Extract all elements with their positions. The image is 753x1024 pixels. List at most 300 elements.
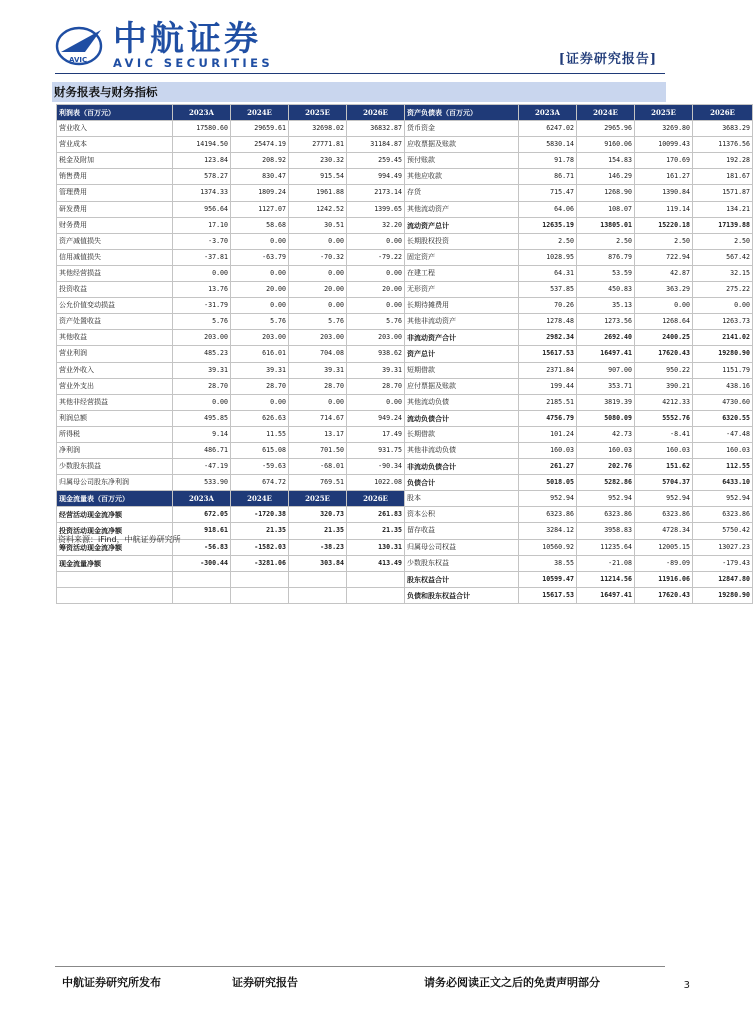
balance-year-header: 2024E: [577, 105, 635, 121]
income-row-value: 0.00: [289, 265, 347, 281]
balance-row-value: 17620.43: [635, 346, 693, 362]
income-row-value: -3.70: [173, 233, 231, 249]
balance-row-value: 438.16: [693, 378, 753, 394]
income-row-value: 485.23: [173, 346, 231, 362]
income-row-label: 少数股东损益: [57, 459, 173, 475]
balance-row-value: 537.85: [519, 282, 577, 298]
balance-row-value: 2.50: [693, 233, 753, 249]
balance-row-label: 非流动资产合计: [405, 330, 519, 346]
balance-year-header: 2025E: [635, 105, 693, 121]
balance-row-value: 199.44: [519, 378, 577, 394]
balance-row-value: 5552.76: [635, 410, 693, 426]
income-row-value: 20.00: [289, 282, 347, 298]
income-year-header: 2026E: [347, 105, 405, 121]
balance-year-header: 2026E: [693, 105, 753, 121]
balance-row-label: 流动负债合计: [405, 410, 519, 426]
cashflow-row-value: 21.35: [289, 523, 347, 539]
balance-row-value: 32.15: [693, 265, 753, 281]
table-row: [57, 346, 753, 362]
income-row-label: 营业利润: [57, 346, 173, 362]
table-row: [57, 394, 753, 410]
income-row-label: 营业外收入: [57, 362, 173, 378]
balance-row-value: 390.21: [635, 378, 693, 394]
cashflow-row-label: 筹资活动现金流净额: [57, 539, 173, 555]
balance-row-value: 1028.95: [519, 249, 577, 265]
balance-row-label: 资本公积: [405, 507, 519, 523]
balance-row-value: 1571.87: [693, 185, 753, 201]
balance-row-value: 35.13: [577, 298, 635, 314]
table-row: [57, 169, 753, 185]
income-row-value: 0.00: [347, 298, 405, 314]
balance-row-value: 6247.02: [519, 121, 577, 137]
balance-row-label: 货币资金: [405, 121, 519, 137]
table-row: [57, 185, 753, 201]
table-row: [57, 249, 753, 265]
income-row-label: 归属母公司股东净利润: [57, 475, 173, 491]
income-row-value: 1961.88: [289, 185, 347, 201]
income-row-value: 0.00: [231, 265, 289, 281]
balance-row-value: 2400.25: [635, 330, 693, 346]
cashflow-table-title: 现金流量表（百万元）: [57, 491, 173, 507]
empty-cell: [289, 587, 347, 603]
balance-table-title: 资产负债表（百万元）: [405, 105, 519, 121]
balance-row-value: 5282.86: [577, 475, 635, 491]
income-row-label: 净利润: [57, 442, 173, 458]
balance-row-value: 160.03: [577, 442, 635, 458]
income-row-value: -63.79: [231, 249, 289, 265]
balance-row-value: 9160.06: [577, 137, 635, 153]
balance-row-value: 134.21: [693, 201, 753, 217]
balance-row-value: 1268.90: [577, 185, 635, 201]
income-row-value: -90.34: [347, 459, 405, 475]
balance-row-value: 12847.80: [693, 571, 753, 587]
brand-name-en: AVIC SECURITIES: [113, 56, 274, 70]
balance-row-value: 363.29: [635, 282, 693, 298]
income-row-value: 58.68: [231, 217, 289, 233]
table-row: [57, 314, 753, 330]
income-row-value: 17.49: [347, 426, 405, 442]
income-row-value: 17.10: [173, 217, 231, 233]
balance-row-value: 12005.15: [635, 539, 693, 555]
income-row-value: 39.31: [231, 362, 289, 378]
section-title: 财务报表与财务指标: [52, 82, 666, 102]
balance-row-value: 11235.64: [577, 539, 635, 555]
cashflow-row-label: 经营活动现金流净额: [57, 507, 173, 523]
income-row-value: 994.49: [347, 169, 405, 185]
income-row-value: 20.00: [231, 282, 289, 298]
income-row-value: 0.00: [289, 233, 347, 249]
income-row-value: 13.76: [173, 282, 231, 298]
balance-row-value: 70.26: [519, 298, 577, 314]
balance-row-value: 0.00: [693, 298, 753, 314]
income-row-label: 财务费用: [57, 217, 173, 233]
brand-name-cn: 中航证券: [113, 19, 261, 59]
balance-row-value: 15220.18: [635, 217, 693, 233]
table-row: [57, 153, 753, 169]
balance-row-value: 161.27: [635, 169, 693, 185]
balance-row-label: 固定资产: [405, 249, 519, 265]
income-row-value: 32.20: [347, 217, 405, 233]
balance-row-value: 907.00: [577, 362, 635, 378]
table-row: [57, 571, 753, 587]
table-row: [57, 330, 753, 346]
balance-row-value: 5018.05: [519, 475, 577, 491]
balance-row-value: 16497.41: [577, 587, 635, 603]
balance-row-value: 2.50: [519, 233, 577, 249]
income-row-label: 资产处置收益: [57, 314, 173, 330]
balance-row-value: 2371.84: [519, 362, 577, 378]
empty-cell: [347, 571, 405, 587]
balance-row-label: 负债和股东权益合计: [405, 587, 519, 603]
balance-row-value: 4212.33: [635, 394, 693, 410]
balance-row-value: 6323.86: [635, 507, 693, 523]
balance-row-value: 952.94: [635, 491, 693, 507]
income-row-value: 230.32: [289, 153, 347, 169]
income-row-value: -68.01: [289, 459, 347, 475]
balance-row-label: 负债合计: [405, 475, 519, 491]
balance-row-value: 2.50: [577, 233, 635, 249]
empty-cell: [289, 571, 347, 587]
income-row-value: 938.62: [347, 346, 405, 362]
balance-row-value: -89.09: [635, 555, 693, 571]
income-row-value: 2173.14: [347, 185, 405, 201]
balance-row-label: 其他应收款: [405, 169, 519, 185]
footer-publisher: 中航证券研究所发布: [62, 976, 161, 989]
balance-row-value: 3819.39: [577, 394, 635, 410]
income-table-title: 利润表（百万元）: [57, 105, 173, 121]
income-row-value: 931.75: [347, 442, 405, 458]
balance-row-value: 450.83: [577, 282, 635, 298]
income-row-label: 信用减值损失: [57, 249, 173, 265]
balance-row-value: 6320.55: [693, 410, 753, 426]
balance-row-value: 275.22: [693, 282, 753, 298]
cashflow-row-value: 261.83: [347, 507, 405, 523]
balance-row-label: 股本: [405, 491, 519, 507]
balance-row-value: 16497.41: [577, 346, 635, 362]
income-row-value: 123.84: [173, 153, 231, 169]
balance-row-label: 其他流动资产: [405, 201, 519, 217]
balance-row-label: 应收票据及账款: [405, 137, 519, 153]
table-row: [57, 217, 753, 233]
income-row-label: 管理费用: [57, 185, 173, 201]
balance-row-value: 6323.86: [693, 507, 753, 523]
income-year-header: 2023A: [173, 105, 231, 121]
empty-cell: [173, 571, 231, 587]
balance-row-label: 长期借款: [405, 426, 519, 442]
balance-row-value: 42.87: [635, 265, 693, 281]
cashflow-row-value: 21.35: [347, 523, 405, 539]
income-row-value: 674.72: [231, 475, 289, 491]
income-row-value: 533.90: [173, 475, 231, 491]
income-row-value: -47.19: [173, 459, 231, 475]
income-row-value: 495.85: [173, 410, 231, 426]
balance-row-value: 12635.19: [519, 217, 577, 233]
income-row-value: 956.64: [173, 201, 231, 217]
table-row: [57, 265, 753, 281]
income-row-value: 1374.33: [173, 185, 231, 201]
balance-row-value: 91.78: [519, 153, 577, 169]
balance-row-value: 952.94: [519, 491, 577, 507]
balance-row-value: 42.73: [577, 426, 635, 442]
income-row-value: 0.00: [231, 394, 289, 410]
income-row-value: 1399.65: [347, 201, 405, 217]
balance-row-value: 160.03: [635, 442, 693, 458]
balance-row-value: 6433.10: [693, 475, 753, 491]
income-row-value: -70.32: [289, 249, 347, 265]
avic-logo-icon: [55, 22, 107, 66]
balance-row-value: 2141.02: [693, 330, 753, 346]
balance-row-value: 38.55: [519, 555, 577, 571]
empty-cell: [57, 571, 173, 587]
income-row-label: 其他经营损益: [57, 265, 173, 281]
table-row: [57, 459, 753, 475]
balance-row-value: 10560.92: [519, 539, 577, 555]
income-row-value: 17580.60: [173, 121, 231, 137]
income-row-label: 税金及附加: [57, 153, 173, 169]
income-row-value: -37.81: [173, 249, 231, 265]
income-row-value: 0.00: [347, 394, 405, 410]
footer-disclaimer: 请务必阅读正文之后的免责声明部分: [424, 976, 600, 989]
income-row-label: 营业收入: [57, 121, 173, 137]
balance-row-value: 11214.56: [577, 571, 635, 587]
balance-row-value: 5750.42: [693, 523, 753, 539]
balance-row-label: 在建工程: [405, 265, 519, 281]
income-row-value: 701.50: [289, 442, 347, 458]
balance-row-value: 17620.43: [635, 587, 693, 603]
cashflow-row-value: 672.05: [173, 507, 231, 523]
balance-row-value: 1151.79: [693, 362, 753, 378]
income-row-value: 20.00: [347, 282, 405, 298]
income-row-value: -79.22: [347, 249, 405, 265]
income-row-label: 其他收益: [57, 330, 173, 346]
income-row-value: 0.00: [173, 265, 231, 281]
balance-row-value: 3958.83: [577, 523, 635, 539]
balance-row-value: 4728.34: [635, 523, 693, 539]
income-row-value: 9.14: [173, 426, 231, 442]
income-row-label: 利润总额: [57, 410, 173, 426]
balance-row-value: 567.42: [693, 249, 753, 265]
table-row: [57, 282, 753, 298]
table-row: [57, 137, 753, 153]
income-row-value: 39.31: [289, 362, 347, 378]
income-row-label: 资产减值损失: [57, 233, 173, 249]
balance-row-value: 353.71: [577, 378, 635, 394]
table-row: [57, 410, 753, 426]
balance-year-header: 2023A: [519, 105, 577, 121]
cashflow-row-label: 现金流量净额: [57, 555, 173, 571]
balance-row-value: 6323.86: [519, 507, 577, 523]
cashflow-year-header: 2025E: [289, 491, 347, 507]
table-row: [57, 298, 753, 314]
balance-row-label: 其他非流动资产: [405, 314, 519, 330]
balance-row-value: 1263.73: [693, 314, 753, 330]
balance-row-value: 15617.53: [519, 346, 577, 362]
income-row-value: 0.00: [289, 394, 347, 410]
income-row-value: 714.67: [289, 410, 347, 426]
table-row: [57, 121, 753, 137]
table-row: [57, 426, 753, 442]
financial-table-body: [57, 105, 753, 604]
balance-row-value: 4756.79: [519, 410, 577, 426]
balance-row-value: 64.31: [519, 265, 577, 281]
balance-row-value: 2185.51: [519, 394, 577, 410]
income-row-value: 0.00: [173, 394, 231, 410]
balance-row-label: 短期借款: [405, 362, 519, 378]
income-row-value: 1242.52: [289, 201, 347, 217]
balance-row-value: 2982.34: [519, 330, 577, 346]
balance-row-value: 5704.37: [635, 475, 693, 491]
empty-cell: [57, 587, 173, 603]
income-row-value: 615.08: [231, 442, 289, 458]
income-row-value: 5.76: [347, 314, 405, 330]
balance-row-label: 归属母公司权益: [405, 539, 519, 555]
table-row: [57, 233, 753, 249]
table-row: [57, 555, 753, 571]
balance-row-label: 流动资产总计: [405, 217, 519, 233]
balance-row-value: 950.22: [635, 362, 693, 378]
balance-row-value: 1278.48: [519, 314, 577, 330]
balance-row-value: 261.27: [519, 459, 577, 475]
balance-row-value: 17139.88: [693, 217, 753, 233]
empty-cell: [231, 587, 289, 603]
balance-row-value: 3683.29: [693, 121, 753, 137]
balance-row-value: 876.79: [577, 249, 635, 265]
table-row: [57, 507, 753, 523]
income-row-value: 208.92: [231, 153, 289, 169]
balance-row-value: 170.69: [635, 153, 693, 169]
financial-statements-table: [56, 104, 753, 604]
cashflow-row-label: 投资活动现金流净额: [57, 523, 173, 539]
income-row-value: 5.76: [231, 314, 289, 330]
cashflow-row-value: -3281.06: [231, 555, 289, 571]
balance-row-value: -179.43: [693, 555, 753, 571]
income-row-value: 32698.02: [289, 121, 347, 137]
balance-row-value: 6323.86: [577, 507, 635, 523]
balance-row-label: 非流动负债合计: [405, 459, 519, 475]
income-row-value: 1022.08: [347, 475, 405, 491]
balance-row-value: 2.50: [635, 233, 693, 249]
table-row: [57, 105, 753, 121]
income-row-value: 36832.87: [347, 121, 405, 137]
balance-row-value: -8.41: [635, 426, 693, 442]
income-row-value: 0.00: [289, 298, 347, 314]
footer-report-type: 证券研究报告: [232, 976, 298, 989]
balance-row-value: 722.94: [635, 249, 693, 265]
income-row-value: 769.51: [289, 475, 347, 491]
income-row-value: 0.00: [347, 233, 405, 249]
balance-row-value: 11376.56: [693, 137, 753, 153]
balance-row-value: 146.29: [577, 169, 635, 185]
cashflow-year-header: 2023A: [173, 491, 231, 507]
balance-row-label: 预付账款: [405, 153, 519, 169]
cashflow-row-value: 303.84: [289, 555, 347, 571]
income-row-value: 616.01: [231, 346, 289, 362]
page-number: 3: [683, 980, 690, 991]
income-row-label: 销售费用: [57, 169, 173, 185]
table-row: [57, 587, 753, 603]
income-row-value: 28.70: [347, 378, 405, 394]
balance-row-label: 长期股权投资: [405, 233, 519, 249]
income-row-value: 28.70: [173, 378, 231, 394]
cashflow-row-value: 918.61: [173, 523, 231, 539]
income-row-value: 203.00: [347, 330, 405, 346]
balance-row-value: 1268.64: [635, 314, 693, 330]
page-header: [55, 20, 665, 70]
income-row-value: 626.63: [231, 410, 289, 426]
balance-row-value: 1390.84: [635, 185, 693, 201]
income-row-value: 27771.81: [289, 137, 347, 153]
balance-row-value: 192.28: [693, 153, 753, 169]
income-row-value: 14194.50: [173, 137, 231, 153]
income-row-value: 0.00: [231, 298, 289, 314]
empty-cell: [173, 587, 231, 603]
balance-row-value: 181.67: [693, 169, 753, 185]
cashflow-row-value: 413.49: [347, 555, 405, 571]
balance-row-value: 112.55: [693, 459, 753, 475]
income-row-value: -59.63: [231, 459, 289, 475]
balance-row-value: 101.24: [519, 426, 577, 442]
balance-row-value: 19280.90: [693, 346, 753, 362]
balance-row-value: 19280.90: [693, 587, 753, 603]
balance-row-value: 2692.40: [577, 330, 635, 346]
footer-divider: [55, 966, 665, 967]
balance-row-value: 160.03: [519, 442, 577, 458]
balance-row-value: 64.06: [519, 201, 577, 217]
cashflow-row-value: -300.44: [173, 555, 231, 571]
cashflow-year-header: 2024E: [231, 491, 289, 507]
balance-row-label: 应付票据及账款: [405, 378, 519, 394]
table-row: [57, 201, 753, 217]
balance-row-value: 119.14: [635, 201, 693, 217]
balance-row-value: 86.71: [519, 169, 577, 185]
income-row-value: 31184.87: [347, 137, 405, 153]
balance-row-label: 无形资产: [405, 282, 519, 298]
income-row-value: 830.47: [231, 169, 289, 185]
income-row-value: 5.76: [173, 314, 231, 330]
empty-cell: [231, 571, 289, 587]
balance-row-label: 其他流动负债: [405, 394, 519, 410]
income-row-label: 所得税: [57, 426, 173, 442]
income-row-label: 营业外支出: [57, 378, 173, 394]
cashflow-year-header: 2026E: [347, 491, 405, 507]
balance-row-value: 160.03: [693, 442, 753, 458]
table-row: [57, 378, 753, 394]
income-row-value: 0.00: [231, 233, 289, 249]
cashflow-row-value: 320.73: [289, 507, 347, 523]
balance-row-value: 0.00: [635, 298, 693, 314]
income-year-header: 2024E: [231, 105, 289, 121]
balance-row-value: 715.47: [519, 185, 577, 201]
balance-row-label: 股东权益合计: [405, 571, 519, 587]
balance-row-value: 952.94: [693, 491, 753, 507]
report-type-tag: [证券研究报告]: [558, 52, 657, 67]
data-source-note: 资料来源：iFind，中航证券研究所: [58, 535, 181, 544]
balance-row-label: 少数股东权益: [405, 555, 519, 571]
income-row-value: 28.70: [231, 378, 289, 394]
empty-cell: [347, 587, 405, 603]
balance-row-value: -21.08: [577, 555, 635, 571]
income-row-value: 13.17: [289, 426, 347, 442]
balance-row-value: 2965.96: [577, 121, 635, 137]
balance-row-value: 5830.14: [519, 137, 577, 153]
income-row-label: 营业成本: [57, 137, 173, 153]
balance-row-label: 存货: [405, 185, 519, 201]
income-row-label: 研发费用: [57, 201, 173, 217]
balance-row-value: 3284.12: [519, 523, 577, 539]
income-row-value: 203.00: [231, 330, 289, 346]
income-year-header: 2025E: [289, 105, 347, 121]
balance-row-value: 3269.80: [635, 121, 693, 137]
